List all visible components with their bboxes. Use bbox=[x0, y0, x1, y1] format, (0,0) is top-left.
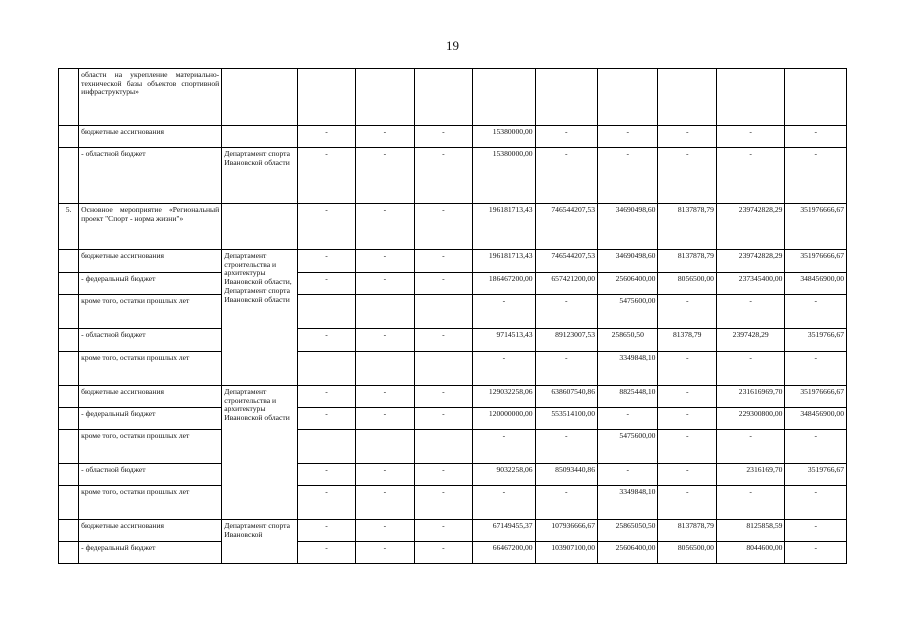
cell: 8044600,00 bbox=[716, 542, 785, 564]
cell: - bbox=[414, 273, 472, 295]
table-row bbox=[59, 126, 847, 148]
table-row bbox=[59, 464, 847, 486]
table-row bbox=[59, 542, 847, 564]
table-row bbox=[59, 273, 847, 295]
cell: - bbox=[297, 386, 355, 408]
table-row bbox=[59, 295, 847, 329]
cell: - bbox=[473, 295, 535, 329]
cell: 196181713,43 bbox=[473, 250, 535, 273]
cell: - bbox=[535, 430, 597, 464]
cell: - bbox=[297, 126, 355, 148]
cell bbox=[414, 352, 472, 386]
row-number bbox=[59, 250, 79, 273]
cell: - bbox=[356, 126, 414, 148]
cell: 8137878,79 bbox=[658, 204, 716, 250]
cell: - bbox=[785, 520, 847, 542]
cell: - bbox=[785, 430, 847, 464]
cell: 8056500,00 bbox=[658, 542, 716, 564]
cell: 129032258,06 bbox=[473, 386, 535, 408]
table-row bbox=[59, 352, 847, 386]
cell: - bbox=[535, 126, 597, 148]
cell: 9032258,06 bbox=[473, 464, 535, 486]
cell: - bbox=[297, 250, 355, 273]
cell: 25606400,00 bbox=[598, 273, 658, 295]
cell: - bbox=[473, 430, 535, 464]
cell: - bbox=[716, 430, 785, 464]
cell: 231616969,70 bbox=[716, 386, 785, 408]
page-number: 19 bbox=[446, 38, 459, 53]
table-row bbox=[59, 329, 847, 352]
cell bbox=[785, 69, 847, 126]
table-row bbox=[59, 250, 847, 273]
cell bbox=[535, 69, 597, 126]
row-number bbox=[59, 386, 79, 408]
cell: 8137878,79 bbox=[658, 520, 716, 542]
table-row bbox=[59, 430, 847, 464]
cell: 5475600,00 bbox=[598, 430, 658, 464]
budget-table bbox=[58, 68, 847, 564]
cell: 196181713,43 bbox=[473, 204, 535, 250]
cell: - bbox=[658, 464, 716, 486]
cell: - bbox=[658, 430, 716, 464]
cell: - bbox=[356, 273, 414, 295]
cell: 8825448,10 bbox=[598, 386, 658, 408]
row-number bbox=[59, 148, 79, 204]
cell bbox=[356, 295, 414, 329]
cell: - bbox=[473, 352, 535, 386]
cell: - bbox=[785, 126, 847, 148]
row-executor bbox=[222, 126, 298, 148]
cell: - bbox=[297, 486, 355, 520]
cell: 8056500,00 bbox=[658, 273, 716, 295]
cell bbox=[658, 69, 716, 126]
cell: - bbox=[716, 148, 785, 204]
cell: - bbox=[716, 295, 785, 329]
cell: - bbox=[414, 464, 472, 486]
cell: - bbox=[785, 486, 847, 520]
cell: - bbox=[356, 148, 414, 204]
cell: 15380000,00 bbox=[473, 126, 535, 148]
cell: - bbox=[658, 126, 716, 148]
cell: 2316169,70 bbox=[716, 464, 785, 486]
cell: 85093440,86 bbox=[535, 464, 597, 486]
row-number bbox=[59, 520, 79, 542]
cell: 9714513,43 bbox=[473, 329, 535, 352]
row-name: кроме того, остатки прошлых лет bbox=[79, 352, 222, 386]
cell: 746544207,53 bbox=[535, 250, 597, 273]
row-executor: Департамент строительства и архитектуры Ивановской области, Департамент спорта Ивановской области bbox=[222, 250, 298, 386]
table-row bbox=[59, 386, 847, 408]
table-row bbox=[59, 148, 847, 204]
cell: 66467200,00 bbox=[473, 542, 535, 564]
cell: 3519766,67 bbox=[785, 464, 847, 486]
cell: - bbox=[297, 273, 355, 295]
table-row bbox=[59, 204, 847, 250]
cell: - bbox=[598, 408, 658, 430]
cell: 5475600,00 bbox=[598, 295, 658, 329]
cell: 120000000,00 bbox=[473, 408, 535, 430]
cell: - bbox=[535, 352, 597, 386]
cell: - bbox=[658, 386, 716, 408]
row-name: бюджетные ассигнования bbox=[79, 250, 222, 273]
row-name: - областной бюджет bbox=[79, 464, 222, 486]
cell: 746544207,53 bbox=[535, 204, 597, 250]
cell: 15380000,00 bbox=[473, 148, 535, 204]
cell: - bbox=[598, 126, 658, 148]
cell: - bbox=[535, 295, 597, 329]
row-number bbox=[59, 295, 79, 329]
cell: 186467200,00 bbox=[473, 273, 535, 295]
cell: - bbox=[716, 352, 785, 386]
row-name: - областной бюджет bbox=[79, 329, 222, 352]
cell: 89123007,53 bbox=[535, 329, 597, 352]
cell: 3519766,67 bbox=[785, 329, 847, 352]
cell: - bbox=[535, 486, 597, 520]
cell: 348456900,00 bbox=[785, 273, 847, 295]
row-number bbox=[59, 329, 79, 352]
cell: - bbox=[658, 148, 716, 204]
cell: - bbox=[356, 250, 414, 273]
cell: - bbox=[535, 148, 597, 204]
row-name: - федеральный бюджет bbox=[79, 273, 222, 295]
cell: - bbox=[785, 148, 847, 204]
cell: - bbox=[297, 542, 355, 564]
row-name: кроме того, остатки прошлых лет bbox=[79, 486, 222, 520]
cell: - bbox=[414, 148, 472, 204]
cell: - bbox=[356, 520, 414, 542]
cell bbox=[297, 430, 355, 464]
row-number bbox=[59, 486, 79, 520]
cell: - bbox=[414, 126, 472, 148]
cell: 351976666,67 bbox=[785, 204, 847, 250]
row-name: - федеральный бюджет bbox=[79, 542, 222, 564]
cell bbox=[356, 69, 414, 126]
cell: - bbox=[414, 486, 472, 520]
cell: - bbox=[414, 329, 472, 352]
cell bbox=[414, 295, 472, 329]
cell: - bbox=[297, 204, 355, 250]
cell: - bbox=[716, 126, 785, 148]
cell bbox=[414, 69, 472, 126]
cell: 8125858,59 bbox=[716, 520, 785, 542]
row-name: бюджетные ассигнования bbox=[79, 126, 222, 148]
cell: - bbox=[297, 329, 355, 352]
cell: - bbox=[598, 464, 658, 486]
row-name: кроме того, остатки прошлых лет bbox=[79, 295, 222, 329]
cell: 657421200,00 bbox=[535, 273, 597, 295]
cell: 553514100,00 bbox=[535, 408, 597, 430]
row-number bbox=[59, 69, 79, 126]
row-number bbox=[59, 273, 79, 295]
row-number bbox=[59, 542, 79, 564]
cell: - bbox=[414, 542, 472, 564]
cell: - bbox=[598, 148, 658, 204]
cell: 25865050,50 bbox=[598, 520, 658, 542]
row-name: бюджетные ассигнования bbox=[79, 386, 222, 408]
cell: - bbox=[356, 329, 414, 352]
cell bbox=[414, 430, 472, 464]
cell: 2397428,29 bbox=[716, 329, 785, 352]
cell: 258650,50 bbox=[598, 329, 658, 352]
table-row bbox=[59, 486, 847, 520]
cell: 107936666,67 bbox=[535, 520, 597, 542]
cell: 237345400,00 bbox=[716, 273, 785, 295]
row-name: кроме того, остатки прошлых лет bbox=[79, 430, 222, 464]
row-executor: Департамент строительства и архитектуры Ивановской области bbox=[222, 386, 298, 520]
cell: - bbox=[785, 352, 847, 386]
cell: 3349848,10 bbox=[598, 352, 658, 386]
cell: - bbox=[414, 520, 472, 542]
cell bbox=[356, 352, 414, 386]
cell: 103907100,00 bbox=[535, 542, 597, 564]
row-name: Основное мероприятие «Региональный проект "Спорт - норма жизни"» bbox=[79, 204, 222, 250]
cell bbox=[598, 69, 658, 126]
cell bbox=[297, 295, 355, 329]
table-row bbox=[59, 69, 847, 126]
cell: - bbox=[473, 486, 535, 520]
cell: 351976666,67 bbox=[785, 250, 847, 273]
cell: 81378,79 bbox=[658, 329, 716, 352]
cell: 351976666,67 bbox=[785, 386, 847, 408]
table-row bbox=[59, 520, 847, 542]
cell: 34690498,60 bbox=[598, 204, 658, 250]
cell: - bbox=[658, 295, 716, 329]
cell: - bbox=[356, 542, 414, 564]
cell: 239742828,29 bbox=[716, 204, 785, 250]
row-number bbox=[59, 464, 79, 486]
row-name: бюджетные ассигнования bbox=[79, 520, 222, 542]
cell: - bbox=[414, 250, 472, 273]
row-executor bbox=[222, 204, 298, 250]
cell: - bbox=[414, 204, 472, 250]
cell: - bbox=[297, 464, 355, 486]
cell: 3349848,10 bbox=[598, 486, 658, 520]
cell: - bbox=[356, 486, 414, 520]
cell: - bbox=[716, 486, 785, 520]
cell bbox=[297, 69, 355, 126]
row-number bbox=[59, 126, 79, 148]
row-name: - федеральный бюджет bbox=[79, 408, 222, 430]
row-executor bbox=[222, 69, 298, 126]
row-name: - областной бюджет bbox=[79, 148, 222, 204]
row-number bbox=[59, 430, 79, 464]
row-executor: Департамент спорта Ивановской области bbox=[222, 148, 298, 204]
cell bbox=[356, 430, 414, 464]
row-number: 5. bbox=[59, 204, 79, 250]
cell: - bbox=[658, 408, 716, 430]
cell: - bbox=[356, 204, 414, 250]
cell: 229300800,00 bbox=[716, 408, 785, 430]
cell: - bbox=[658, 352, 716, 386]
cell: - bbox=[658, 486, 716, 520]
cell: 8137878,79 bbox=[658, 250, 716, 273]
cell: - bbox=[297, 520, 355, 542]
cell: 239742828,29 bbox=[716, 250, 785, 273]
cell: - bbox=[356, 464, 414, 486]
cell: 34690498,60 bbox=[598, 250, 658, 273]
row-name: областн на укрепление материально-технической базы объектов спортивной инфраструктуры» bbox=[79, 69, 222, 126]
cell: - bbox=[785, 295, 847, 329]
cell: 638607540,86 bbox=[535, 386, 597, 408]
cell bbox=[297, 352, 355, 386]
cell: - bbox=[785, 542, 847, 564]
cell: - bbox=[414, 408, 472, 430]
table-row bbox=[59, 408, 847, 430]
cell: 67149455,37 bbox=[473, 520, 535, 542]
cell: 25606400,00 bbox=[598, 542, 658, 564]
cell bbox=[716, 69, 785, 126]
row-number bbox=[59, 408, 79, 430]
cell: - bbox=[356, 408, 414, 430]
cell bbox=[473, 69, 535, 126]
cell: - bbox=[297, 148, 355, 204]
cell: - bbox=[356, 386, 414, 408]
row-number bbox=[59, 352, 79, 386]
cell: - bbox=[414, 386, 472, 408]
row-executor: Департамент спорта Ивановской bbox=[222, 520, 298, 564]
cell: - bbox=[297, 408, 355, 430]
cell: 348456900,00 bbox=[785, 408, 847, 430]
